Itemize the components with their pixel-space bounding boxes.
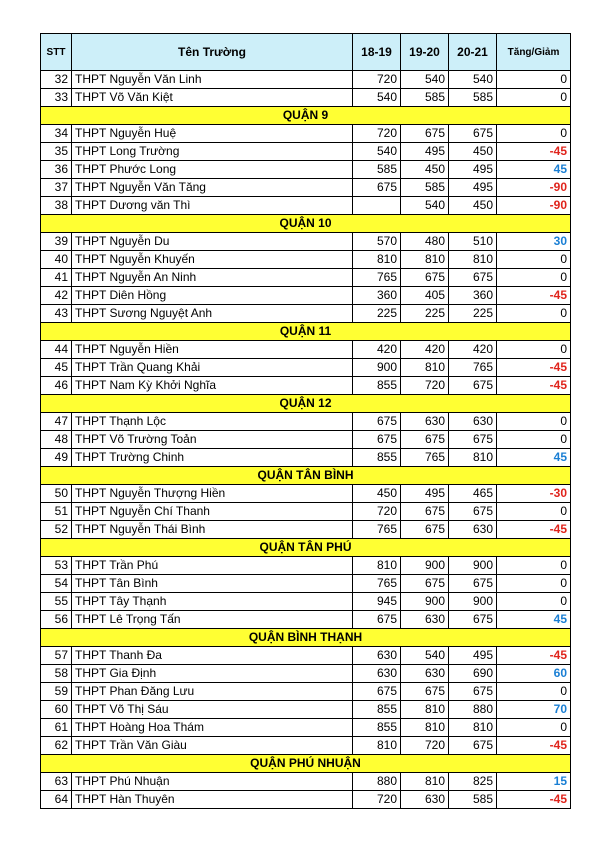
district-name: QUẬN TÂN BÌNH	[41, 467, 571, 485]
school-name: THPT Nguyễn Huệ	[72, 125, 353, 143]
school-index: 38	[41, 197, 72, 215]
score-20-21: 675	[449, 125, 497, 143]
score-18-19: 585	[353, 161, 401, 179]
school-name: THPT Phan Đăng Lưu	[72, 683, 353, 701]
school-name: THPT Nguyễn Hiền	[72, 341, 353, 359]
school-index: 50	[41, 485, 72, 503]
school-row	[41, 503, 571, 521]
school-index: 48	[41, 431, 72, 449]
score-20-21: 900	[449, 593, 497, 611]
school-index: 61	[41, 719, 72, 737]
school-row	[41, 593, 571, 611]
school-index: 57	[41, 647, 72, 665]
score-change: -45	[497, 521, 571, 539]
school-name: THPT Nguyễn Văn Linh	[72, 71, 353, 89]
district-header-row	[41, 539, 571, 557]
school-name: THPT Phú Nhuận	[72, 773, 353, 791]
score-20-21: 420	[449, 341, 497, 359]
score-20-21: 675	[449, 683, 497, 701]
school-row	[41, 377, 571, 395]
score-19-20: 675	[401, 575, 449, 593]
score-18-19: 720	[353, 503, 401, 521]
score-18-19: 855	[353, 377, 401, 395]
score-18-19: 675	[353, 413, 401, 431]
school-row	[41, 719, 571, 737]
school-index: 53	[41, 557, 72, 575]
school-index: 42	[41, 287, 72, 305]
school-row	[41, 485, 571, 503]
school-name: THPT Nguyễn Chí Thanh	[72, 503, 353, 521]
score-19-20: 900	[401, 593, 449, 611]
score-20-21: 450	[449, 143, 497, 161]
score-18-19: 360	[353, 287, 401, 305]
score-18-19: 720	[353, 125, 401, 143]
score-20-21: 450	[449, 197, 497, 215]
score-19-20: 675	[401, 503, 449, 521]
score-19-20: 480	[401, 233, 449, 251]
score-19-20: 405	[401, 287, 449, 305]
score-20-21: 900	[449, 557, 497, 575]
school-row	[41, 521, 571, 539]
score-change: -90	[497, 197, 571, 215]
school-row	[41, 647, 571, 665]
score-19-20: 810	[401, 719, 449, 737]
score-19-20: 540	[401, 71, 449, 89]
score-20-21: 225	[449, 305, 497, 323]
school-index: 41	[41, 269, 72, 287]
school-index: 35	[41, 143, 72, 161]
score-change: 0	[497, 557, 571, 575]
score-change: 45	[497, 449, 571, 467]
score-change: 60	[497, 665, 571, 683]
score-18-19: 945	[353, 593, 401, 611]
score-20-21: 495	[449, 161, 497, 179]
score-change: 0	[497, 269, 571, 287]
score-20-21: 810	[449, 251, 497, 269]
school-index: 43	[41, 305, 72, 323]
score-20-21: 675	[449, 269, 497, 287]
district-header-row	[41, 629, 571, 647]
score-change: 15	[497, 773, 571, 791]
school-name: THPT Sương Nguyệt Anh	[72, 305, 353, 323]
school-name: THPT Nguyễn Du	[72, 233, 353, 251]
score-20-21: 495	[449, 647, 497, 665]
school-name: THPT Võ Trường Toản	[72, 431, 353, 449]
school-index: 32	[41, 71, 72, 89]
score-18-19: 855	[353, 719, 401, 737]
table-header-row	[41, 34, 571, 71]
school-name: THPT Hoàng Hoa Thám	[72, 719, 353, 737]
district-name: QUẬN TÂN PHÚ	[41, 539, 571, 557]
score-change: -45	[497, 143, 571, 161]
score-change: -45	[497, 737, 571, 755]
score-change: 0	[497, 683, 571, 701]
school-name: THPT Nguyễn Khuyến	[72, 251, 353, 269]
score-18-19: 720	[353, 71, 401, 89]
score-18-19: 450	[353, 485, 401, 503]
score-20-21: 880	[449, 701, 497, 719]
score-19-20: 630	[401, 665, 449, 683]
school-index: 51	[41, 503, 72, 521]
score-18-19: 855	[353, 701, 401, 719]
score-19-20: 495	[401, 485, 449, 503]
score-18-19: 675	[353, 611, 401, 629]
score-18-19: 900	[353, 359, 401, 377]
score-19-20: 675	[401, 431, 449, 449]
district-header-row	[41, 395, 571, 413]
district-header-row	[41, 323, 571, 341]
school-row	[41, 575, 571, 593]
score-19-20: 420	[401, 341, 449, 359]
school-row	[41, 683, 571, 701]
school-row	[41, 251, 571, 269]
score-19-20: 810	[401, 359, 449, 377]
score-change: 0	[497, 503, 571, 521]
school-index: 36	[41, 161, 72, 179]
district-header-row	[41, 755, 571, 773]
score-change: -45	[497, 647, 571, 665]
school-index: 45	[41, 359, 72, 377]
score-18-19: 720	[353, 791, 401, 809]
school-row	[41, 449, 571, 467]
score-19-20: 585	[401, 89, 449, 107]
score-19-20: 720	[401, 737, 449, 755]
score-19-20: 810	[401, 701, 449, 719]
school-row	[41, 305, 571, 323]
school-name: THPT Phước Long	[72, 161, 353, 179]
school-row	[41, 773, 571, 791]
score-change: -45	[497, 377, 571, 395]
score-change: 45	[497, 161, 571, 179]
school-name: THPT Nguyễn Văn Tăng	[72, 179, 353, 197]
score-20-21: 765	[449, 359, 497, 377]
score-19-20: 675	[401, 683, 449, 701]
score-20-21: 675	[449, 575, 497, 593]
score-change: 30	[497, 233, 571, 251]
score-18-19: 810	[353, 737, 401, 755]
school-row	[41, 287, 571, 305]
school-name: THPT Trần Quang Khải	[72, 359, 353, 377]
score-18-19: 810	[353, 251, 401, 269]
score-18-19: 675	[353, 179, 401, 197]
score-19-20: 450	[401, 161, 449, 179]
school-row	[41, 197, 571, 215]
school-row	[41, 233, 571, 251]
school-name: THPT Tây Thạnh	[72, 593, 353, 611]
school-index: 49	[41, 449, 72, 467]
district-name: QUẬN 9	[41, 107, 571, 125]
school-index: 60	[41, 701, 72, 719]
score-19-20: 585	[401, 179, 449, 197]
score-18-19: 630	[353, 647, 401, 665]
score-18-19: 880	[353, 773, 401, 791]
score-18-19: 810	[353, 557, 401, 575]
score-19-20: 810	[401, 773, 449, 791]
school-row	[41, 143, 571, 161]
score-18-19: 540	[353, 89, 401, 107]
school-index: 39	[41, 233, 72, 251]
score-20-21: 675	[449, 503, 497, 521]
district-name: QUẬN BÌNH THẠNH	[41, 629, 571, 647]
score-change: 0	[497, 305, 571, 323]
school-row	[41, 161, 571, 179]
school-name: THPT Diên Hồng	[72, 287, 353, 305]
score-20-21: 675	[449, 737, 497, 755]
school-name: THPT Gia Định	[72, 665, 353, 683]
score-change: 0	[497, 341, 571, 359]
school-index: 59	[41, 683, 72, 701]
district-name: QUẬN 12	[41, 395, 571, 413]
score-change: 70	[497, 701, 571, 719]
school-row	[41, 341, 571, 359]
score-18-19: 855	[353, 449, 401, 467]
score-change: -30	[497, 485, 571, 503]
district-header-row	[41, 215, 571, 233]
district-header-row	[41, 467, 571, 485]
score-20-21: 630	[449, 521, 497, 539]
score-change: 0	[497, 431, 571, 449]
score-change: -45	[497, 791, 571, 809]
score-change: 0	[497, 413, 571, 431]
score-18-19: 225	[353, 305, 401, 323]
school-row	[41, 71, 571, 89]
school-row	[41, 431, 571, 449]
score-18-19: 765	[353, 575, 401, 593]
school-name: THPT Long Trường	[72, 143, 353, 161]
score-19-20: 675	[401, 269, 449, 287]
school-index: 47	[41, 413, 72, 431]
header-year-19-20: 19-20	[401, 34, 449, 71]
school-index: 56	[41, 611, 72, 629]
school-row	[41, 791, 571, 809]
school-name: THPT Trần Phú	[72, 557, 353, 575]
school-index: 58	[41, 665, 72, 683]
school-row	[41, 413, 571, 431]
score-20-21: 675	[449, 611, 497, 629]
school-index: 46	[41, 377, 72, 395]
score-20-21: 810	[449, 719, 497, 737]
district-name: QUẬN PHÚ NHUẬN	[41, 755, 571, 773]
school-name: THPT Nguyễn Thượng Hiền	[72, 485, 353, 503]
score-19-20: 630	[401, 413, 449, 431]
score-19-20: 630	[401, 791, 449, 809]
score-19-20: 675	[401, 521, 449, 539]
score-19-20: 675	[401, 125, 449, 143]
header-year-20-21: 20-21	[449, 34, 497, 71]
school-name: THPT Tân Bình	[72, 575, 353, 593]
score-change: 0	[497, 71, 571, 89]
school-name: THPT Nam Kỳ Khởi Nghĩa	[72, 377, 353, 395]
school-index: 37	[41, 179, 72, 197]
score-change: 0	[497, 125, 571, 143]
school-row	[41, 125, 571, 143]
school-name: THPT Võ Thị Sáu	[72, 701, 353, 719]
score-18-19: 765	[353, 521, 401, 539]
score-20-21: 675	[449, 431, 497, 449]
school-index: 63	[41, 773, 72, 791]
score-20-21: 810	[449, 449, 497, 467]
score-20-21: 360	[449, 287, 497, 305]
school-index: 44	[41, 341, 72, 359]
header-year-18-19: 18-19	[353, 34, 401, 71]
header-stt: STT	[41, 34, 72, 71]
district-header-row	[41, 107, 571, 125]
score-20-21: 465	[449, 485, 497, 503]
score-19-20: 540	[401, 197, 449, 215]
score-18-19: 420	[353, 341, 401, 359]
score-change: 0	[497, 251, 571, 269]
district-name: QUẬN 11	[41, 323, 571, 341]
score-19-20: 540	[401, 647, 449, 665]
score-18-19: 675	[353, 431, 401, 449]
school-index: 54	[41, 575, 72, 593]
school-name: THPT Nguyễn Thái Bình	[72, 521, 353, 539]
score-19-20: 810	[401, 251, 449, 269]
score-18-19	[353, 197, 401, 215]
school-index: 34	[41, 125, 72, 143]
school-name: THPT Thạnh Lộc	[72, 413, 353, 431]
school-name: THPT Hàn Thuyên	[72, 791, 353, 809]
score-20-21: 585	[449, 791, 497, 809]
score-18-19: 765	[353, 269, 401, 287]
score-19-20: 225	[401, 305, 449, 323]
school-name: THPT Nguyễn An Ninh	[72, 269, 353, 287]
score-20-21: 585	[449, 89, 497, 107]
school-name: THPT Trường Chinh	[72, 449, 353, 467]
school-index: 64	[41, 791, 72, 809]
school-row	[41, 269, 571, 287]
score-19-20: 900	[401, 557, 449, 575]
score-change: 0	[497, 719, 571, 737]
school-row	[41, 359, 571, 377]
school-row	[41, 665, 571, 683]
school-row	[41, 737, 571, 755]
score-20-21: 825	[449, 773, 497, 791]
admission-score-table	[40, 33, 571, 809]
school-index: 62	[41, 737, 72, 755]
header-school-name: Tên Trường	[72, 34, 353, 71]
score-19-20: 495	[401, 143, 449, 161]
score-change: 0	[497, 89, 571, 107]
school-row	[41, 611, 571, 629]
score-change: -45	[497, 359, 571, 377]
school-index: 55	[41, 593, 72, 611]
school-name: THPT Trần Văn Giàu	[72, 737, 353, 755]
school-index: 52	[41, 521, 72, 539]
score-18-19: 630	[353, 665, 401, 683]
score-change: 45	[497, 611, 571, 629]
school-row	[41, 557, 571, 575]
score-18-19: 675	[353, 683, 401, 701]
score-18-19: 570	[353, 233, 401, 251]
school-row	[41, 89, 571, 107]
school-index: 33	[41, 89, 72, 107]
score-20-21: 675	[449, 377, 497, 395]
score-change: -90	[497, 179, 571, 197]
school-index: 40	[41, 251, 72, 269]
school-name: THPT Thanh Đa	[72, 647, 353, 665]
district-name: QUẬN 10	[41, 215, 571, 233]
score-20-21: 540	[449, 71, 497, 89]
score-19-20: 720	[401, 377, 449, 395]
score-20-21: 495	[449, 179, 497, 197]
score-change: 0	[497, 593, 571, 611]
score-change: -45	[497, 287, 571, 305]
score-19-20: 765	[401, 449, 449, 467]
header-change: Tăng/Giảm	[497, 34, 571, 71]
score-20-21: 510	[449, 233, 497, 251]
school-row	[41, 701, 571, 719]
school-row	[41, 179, 571, 197]
score-18-19: 540	[353, 143, 401, 161]
score-20-21: 630	[449, 413, 497, 431]
score-19-20: 630	[401, 611, 449, 629]
score-change: 0	[497, 575, 571, 593]
score-20-21: 690	[449, 665, 497, 683]
school-name: THPT Dương văn Thì	[72, 197, 353, 215]
school-name: THPT Võ Văn Kiệt	[72, 89, 353, 107]
school-name: THPT Lê Trọng Tấn	[72, 611, 353, 629]
